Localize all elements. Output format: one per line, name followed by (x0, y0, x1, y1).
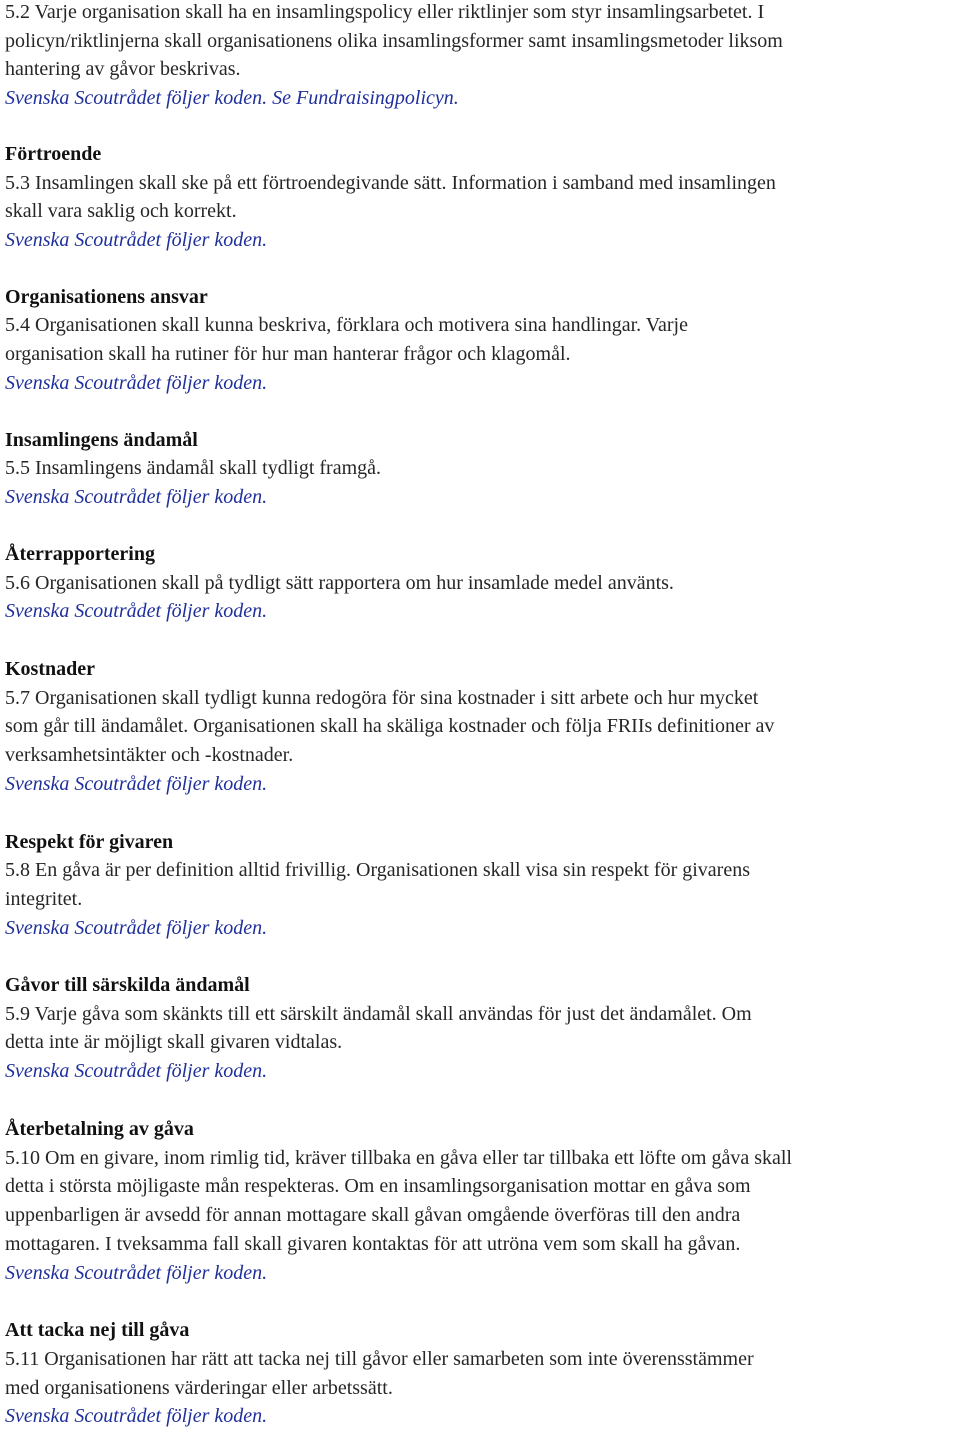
paragraph-line: 5.3 Insamlingen skall ske på ett förtroendegivande sätt. Information i samband med insamlingen (5, 172, 776, 194)
paragraph-line: verksamhetsintäkter och -kostnader. (5, 744, 294, 766)
compliance-note: Svenska Scoutrådet följer koden. (5, 486, 268, 508)
paragraph-line: policyn/riktlinjerna skall organisationens olika insamlingsformer samt insamlingsmetoder liksom (5, 30, 783, 52)
paragraph-line: organisation skall ha rutiner för hur man hanterar frågor och klagomål. (5, 343, 571, 365)
paragraph-line: 5.9 Varje gåva som skänkts till ett särskilt ändamål skall användas för just det ändamålet. Om (5, 1003, 752, 1025)
paragraph-line: som går till ändamålet. Organisationen skall ha skäliga kostnader och följa FRIIs definitioner av (5, 715, 775, 737)
compliance-note: Svenska Scoutrådet följer koden. (5, 372, 268, 394)
paragraph-line: 5.11 Organisationen har rätt att tacka nej till gåvor eller samarbeten som inte överensstämmer (5, 1348, 754, 1370)
compliance-note: Svenska Scoutrådet följer koden. (5, 229, 268, 251)
section-heading: Insamlingens ändamål (5, 429, 198, 451)
paragraph-line: uppenbarligen är avsedd för annan mottagare skall gåvan omgående överföras till den andra (5, 1204, 741, 1226)
compliance-note: Svenska Scoutrådet följer koden. (5, 917, 268, 939)
compliance-note: Svenska Scoutrådet följer koden. (5, 1060, 268, 1082)
paragraph-line: detta inte är möjligt skall givaren vidtalas. (5, 1031, 343, 1053)
paragraph-line: skall vara saklig och korrekt. (5, 200, 237, 222)
paragraph-line: 5.4 Organisationen skall kunna beskriva, förklara och motivera sina handlingar. Varje (5, 314, 688, 336)
paragraph-line: detta i största möjligaste mån respekteras. Om en insamlingsorganisation mottar en gåva som (5, 1175, 751, 1197)
paragraph-line: med organisationens värderingar eller arbetssätt. (5, 1377, 393, 1399)
section-heading: Organisationens ansvar (5, 286, 208, 308)
paragraph-line: 5.6 Organisationen skall på tydligt sätt rapportera om hur insamlade medel använts. (5, 572, 674, 594)
section-heading: Återrapportering (5, 543, 155, 565)
paragraph-line: mottagaren. I tveksamma fall skall givaren kontaktas för att utröna vem som skall ha gåvan. (5, 1233, 741, 1255)
compliance-note: Svenska Scoutrådet följer koden. (5, 600, 268, 622)
paragraph-line: 5.2 Varje organisation skall ha en insamlingspolicy eller riktlinjer som styr insamlingsarbetet. I (5, 1, 765, 23)
compliance-note: Svenska Scoutrådet följer koden. (5, 1405, 268, 1427)
paragraph-line: 5.7 Organisationen skall tydligt kunna redogöra för sina kostnader i sitt arbete och hur mycket (5, 687, 759, 709)
section-heading: Att tacka nej till gåva (5, 1319, 190, 1341)
paragraph-line: integritet. (5, 888, 83, 910)
section-heading: Återbetalning av gåva (5, 1118, 194, 1140)
compliance-note: Svenska Scoutrådet följer koden. (5, 773, 268, 795)
section-heading: Respekt för givaren (5, 831, 174, 853)
paragraph-line: 5.10 Om en givare, inom rimlig tid, kräver tillbaka en gåva eller tar tillbaka ett löfte om gåva skall (5, 1147, 792, 1169)
paragraph-line: 5.5 Insamlingens ändamål skall tydligt framgå. (5, 457, 382, 479)
compliance-note: Svenska Scoutrådet följer koden. Se Fundraisingpolicyn. (5, 87, 459, 109)
paragraph-line: 5.8 En gåva är per definition alltid frivillig. Organisationen skall visa sin respekt för givarens (5, 859, 750, 881)
section-heading: Kostnader (5, 658, 95, 680)
section-heading: Förtroende (5, 143, 102, 165)
compliance-note: Svenska Scoutrådet följer koden. (5, 1262, 268, 1284)
paragraph-line: hantering av gåvor beskrivas. (5, 58, 241, 80)
section-heading: Gåvor till särskilda ändamål (5, 974, 250, 996)
